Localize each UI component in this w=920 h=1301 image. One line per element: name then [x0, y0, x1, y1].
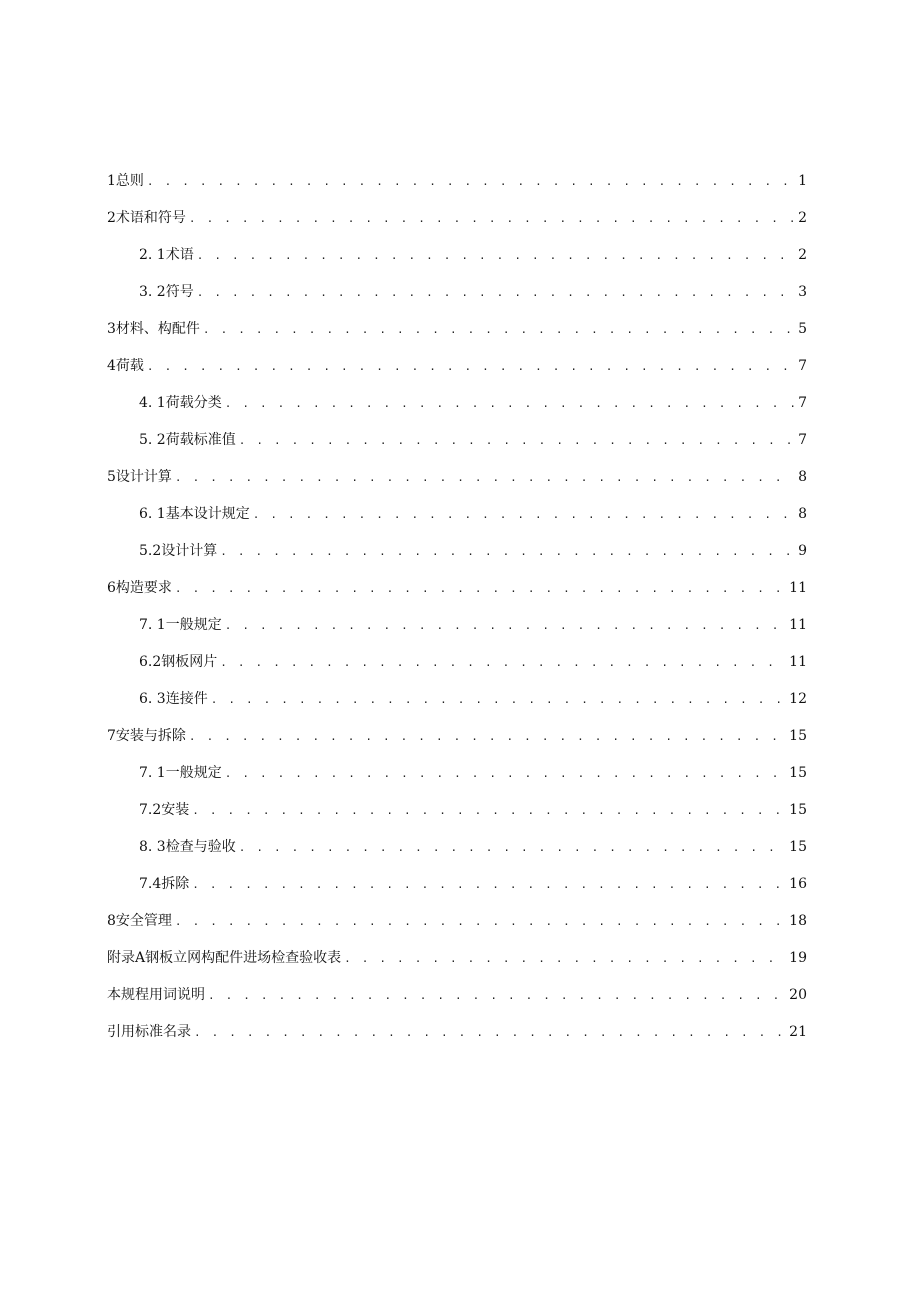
- toc-entry[interactable]: [107, 1021, 807, 1058]
- toc-leader-dots: [211, 689, 786, 711]
- toc-entry-page: 11: [789, 580, 807, 596]
- toc-leader-dots: [175, 467, 795, 489]
- toc-entry-label: 6构造要求: [107, 580, 172, 596]
- toc-entry-label: 7. 1一般规定: [139, 617, 222, 633]
- toc-entry-label: 4荷载: [107, 358, 144, 374]
- toc-leader-dots: [225, 393, 795, 415]
- toc-entry-label: 本规程用词说明: [107, 987, 205, 1003]
- toc-entry[interactable]: [107, 244, 807, 281]
- toc-entry-page: 15: [789, 765, 807, 781]
- toc-entry-label: 6. 3连接件: [139, 691, 208, 707]
- toc-entry[interactable]: [107, 577, 807, 614]
- toc-entry-page: 2: [798, 210, 807, 226]
- toc-leader-dots: [175, 911, 786, 933]
- toc-leader-dots: [208, 985, 786, 1007]
- toc-entry[interactable]: [107, 688, 807, 725]
- toc-entry[interactable]: [107, 466, 807, 503]
- toc-entry-page: 20: [789, 987, 807, 1003]
- toc-entry[interactable]: [107, 318, 807, 355]
- toc-leader-dots: [225, 615, 786, 637]
- toc-entry-label: 4. 1荷载分类: [139, 395, 222, 411]
- toc-entry[interactable]: [107, 281, 807, 318]
- toc-entry-label: 7. 1一般规定: [139, 765, 222, 781]
- toc-leader-dots: [194, 1022, 786, 1044]
- toc-entry[interactable]: [107, 540, 807, 577]
- toc-leader-dots: [189, 208, 795, 230]
- toc-entry-label: 5设计计算: [107, 469, 172, 485]
- toc-entry[interactable]: [107, 429, 807, 466]
- toc-entry-page: 7: [798, 432, 807, 448]
- toc-entry-label: 5.2设计计算: [139, 543, 218, 559]
- toc-leader-dots: [220, 652, 786, 674]
- toc-entry-page: 5: [798, 321, 807, 337]
- toc-entry-page: 18: [789, 913, 807, 929]
- toc-leader-dots: [197, 282, 795, 304]
- toc-entry[interactable]: [107, 836, 807, 873]
- toc-entry-page: 3: [798, 284, 807, 300]
- toc-entry-label: 1总则: [107, 173, 144, 189]
- toc-entry-page: 21: [789, 1024, 807, 1040]
- toc-entry-page: 19: [789, 950, 807, 966]
- toc-entry-page: 15: [789, 802, 807, 818]
- toc-entry-page: 1: [798, 173, 807, 189]
- toc-entry-page: 16: [789, 876, 807, 892]
- toc-entry-page: 8: [798, 506, 807, 522]
- toc-leader-dots: [192, 874, 786, 896]
- toc-entry[interactable]: [107, 910, 807, 947]
- toc-entry-label: 2. 1术语: [139, 247, 194, 263]
- toc-leader-dots: [147, 171, 795, 193]
- toc-entry-label: 7安装与拆除: [107, 728, 186, 744]
- toc-leader-dots: [239, 837, 786, 859]
- toc-entry[interactable]: [107, 170, 807, 207]
- toc-leader-dots: [239, 430, 795, 452]
- toc-leader-dots: [344, 948, 786, 970]
- toc-entry-label: 8安全管理: [107, 913, 172, 929]
- toc-leader-dots: [192, 800, 786, 822]
- toc-leader-dots: [220, 541, 795, 563]
- toc-entry-page: 9: [798, 543, 807, 559]
- toc-entry-label: 附录A钢板立网构配件进场检查验收表: [107, 950, 342, 966]
- toc-entry-label: 3. 2符号: [139, 284, 194, 300]
- toc-entry-label: 3材料、构配件: [107, 321, 200, 337]
- toc-entry-page: 12: [789, 691, 807, 707]
- toc-entry-label: 8. 3检查与验收: [139, 839, 236, 855]
- toc-entry-page: 11: [789, 617, 807, 633]
- toc-entry-label: 7.4拆除: [139, 876, 190, 892]
- toc-leader-dots: [147, 356, 795, 378]
- toc-entry[interactable]: [107, 873, 807, 910]
- toc-leader-dots: [175, 578, 786, 600]
- toc-entry-label: 6. 1基本设计规定: [139, 506, 250, 522]
- toc-entry-label: 5. 2荷载标准值: [139, 432, 236, 448]
- toc-entry-label: 引用标准名录: [107, 1024, 191, 1040]
- toc-leader-dots: [225, 763, 786, 785]
- toc-entry[interactable]: [107, 762, 807, 799]
- table-of-contents: [107, 170, 807, 1058]
- toc-entry-label: 6.2钢板网片: [139, 654, 218, 670]
- toc-leader-dots: [203, 319, 795, 341]
- toc-leader-dots: [189, 726, 786, 748]
- toc-entry[interactable]: [107, 355, 807, 392]
- toc-leader-dots: [253, 504, 795, 526]
- toc-entry-label: 2术语和符号: [107, 210, 186, 226]
- toc-entry-page: 15: [789, 839, 807, 855]
- toc-entry-page: 11: [789, 654, 807, 670]
- toc-entry-page: 15: [789, 728, 807, 744]
- toc-entry-page: 7: [798, 395, 807, 411]
- toc-entry[interactable]: [107, 984, 807, 1021]
- toc-entry[interactable]: [107, 725, 807, 762]
- toc-entry[interactable]: [107, 503, 807, 540]
- toc-entry[interactable]: [107, 651, 807, 688]
- toc-entry-page: 7: [798, 358, 807, 374]
- toc-entry-label: 7.2安装: [139, 802, 190, 818]
- toc-entry-page: 2: [798, 247, 807, 263]
- toc-entry[interactable]: [107, 947, 807, 984]
- toc-entry[interactable]: [107, 799, 807, 836]
- toc-entry-page: 8: [798, 469, 807, 485]
- toc-leader-dots: [197, 245, 795, 267]
- toc-entry[interactable]: [107, 614, 807, 651]
- toc-entry[interactable]: [107, 207, 807, 244]
- toc-entry[interactable]: [107, 392, 807, 429]
